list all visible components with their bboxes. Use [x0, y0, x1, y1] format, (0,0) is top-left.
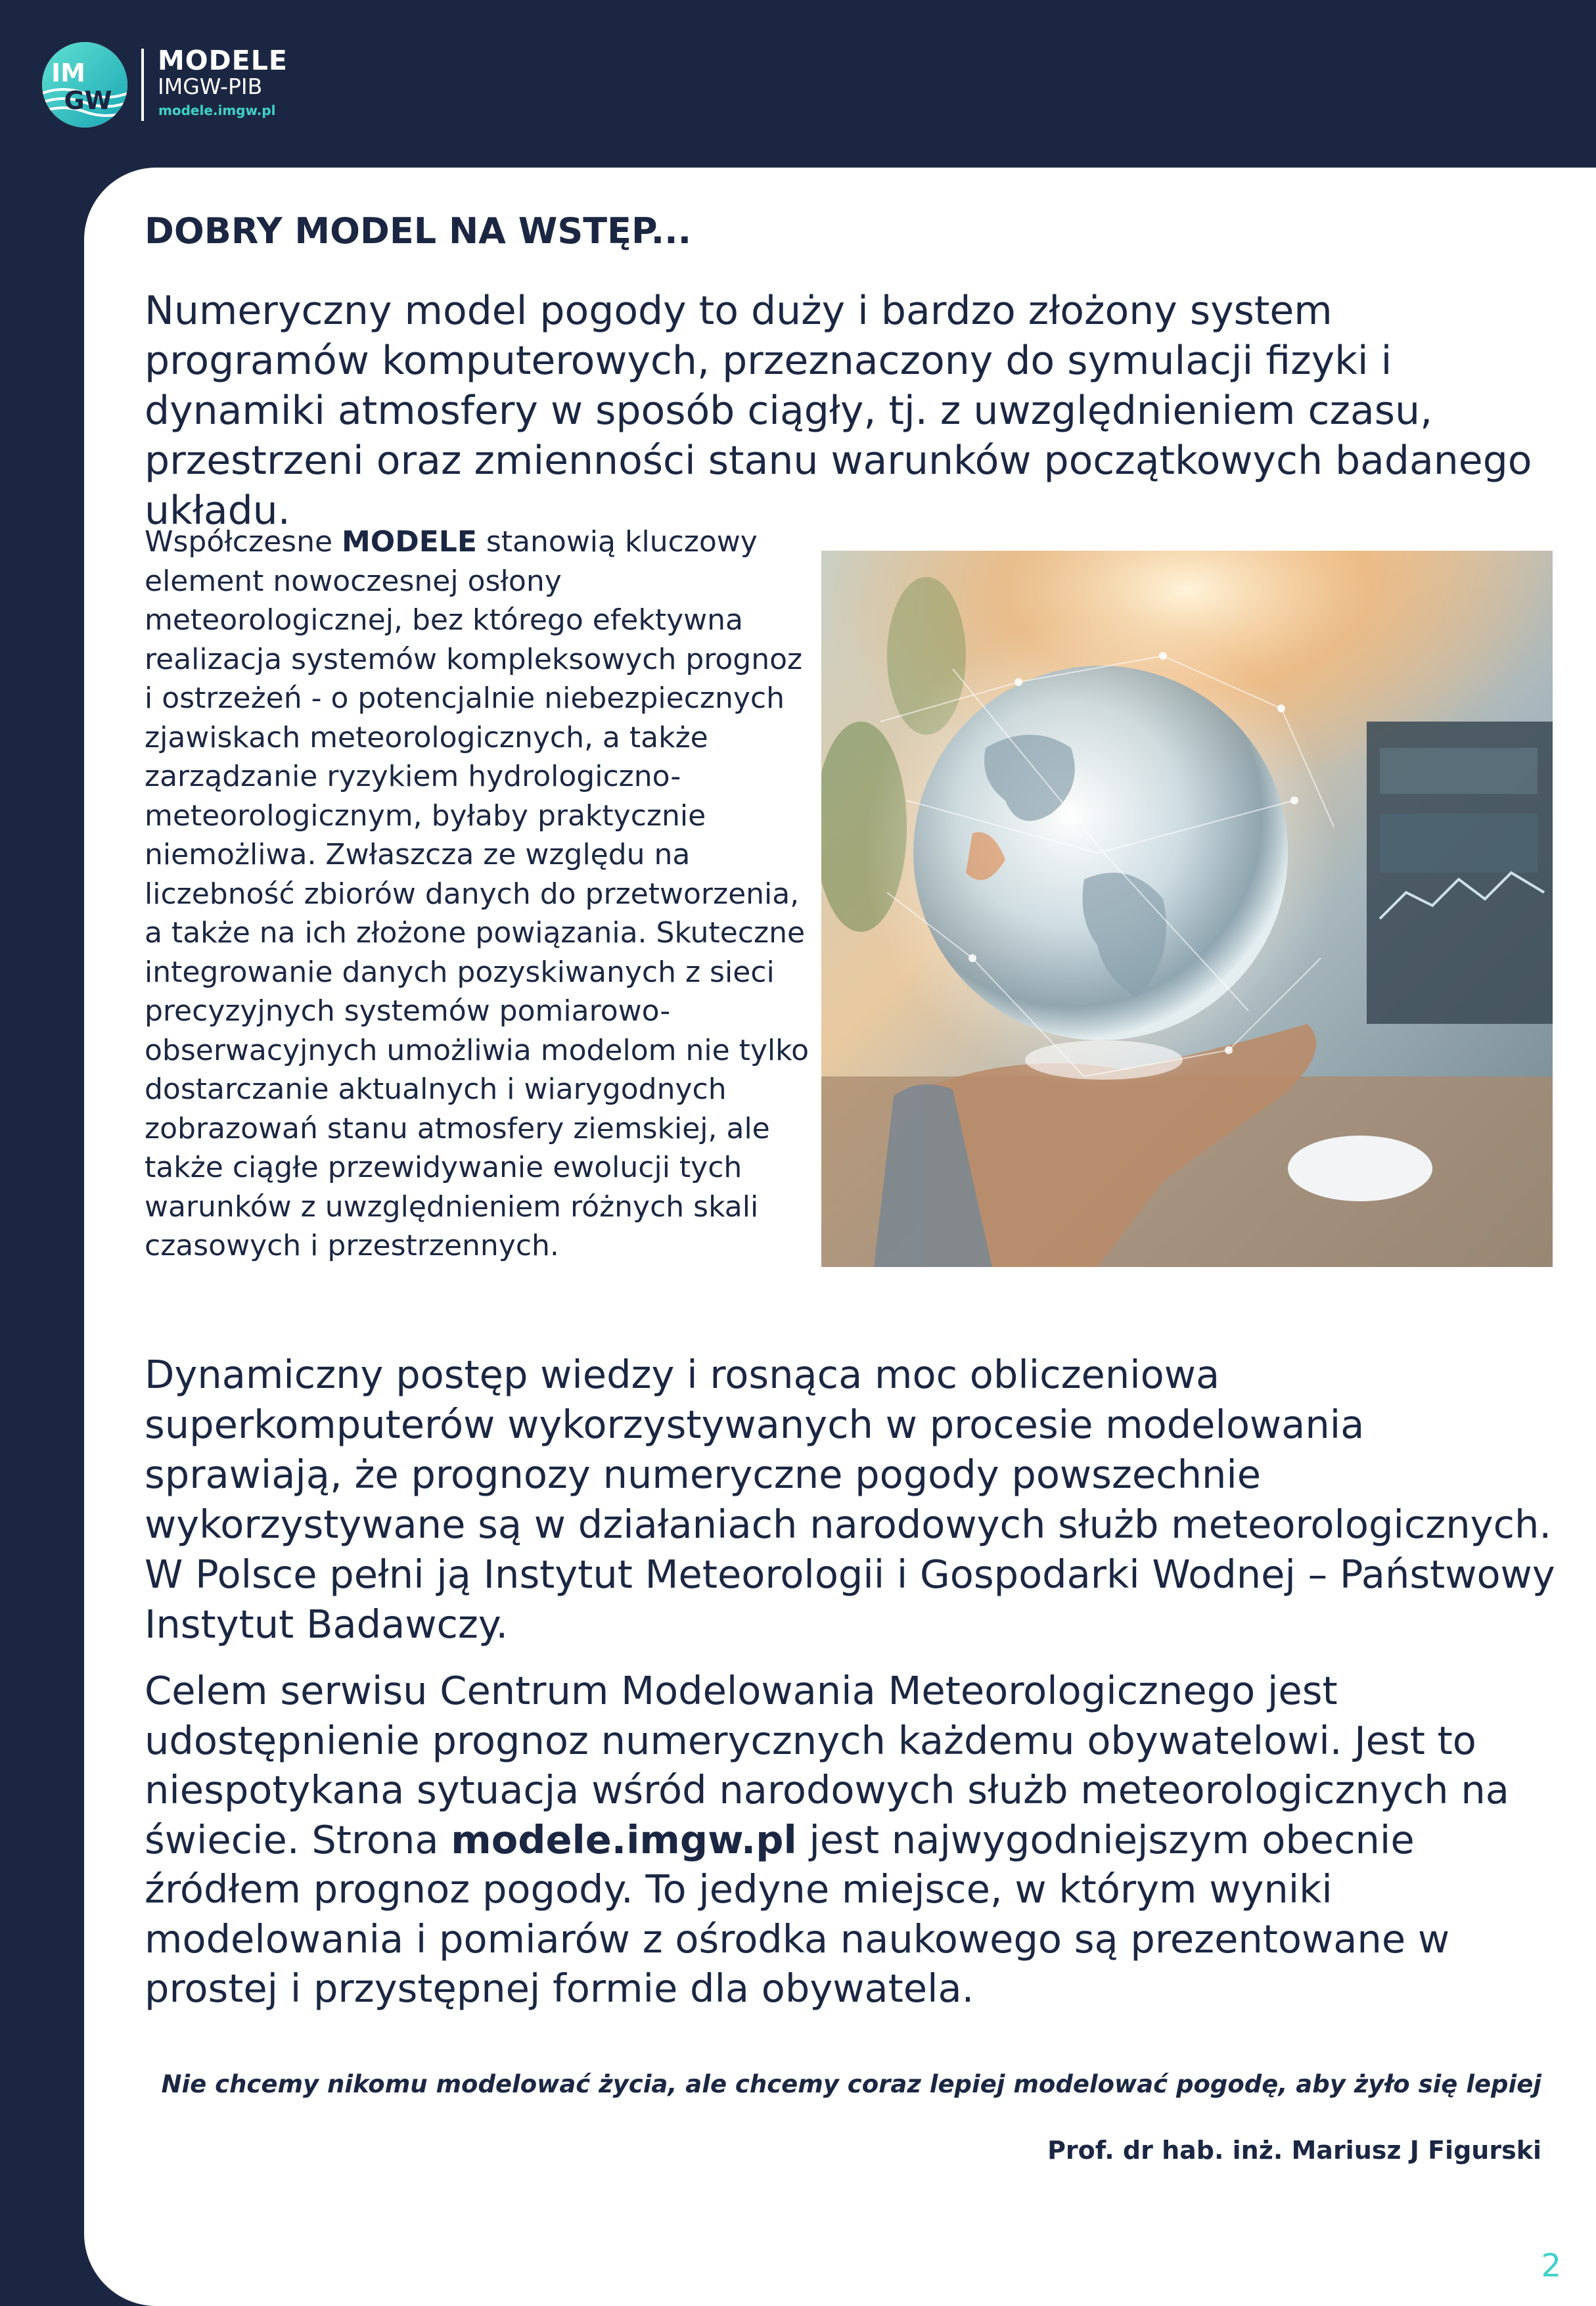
logo-text-bottom: GW: [64, 86, 112, 115]
side-paragraph-suffix: stanowią kluczowy element nowoczesnej osłony meteorologicznej, bez którego efektywna realizacja systemów kompleksowych prognoz i ostrzeżeń - o potencjalnie niebezpiecznych zjawiskach meteorologicznych, a także zarządzanie ryzykiem hydrologiczno-meteorologicznym, byłaby praktycznie niemożliwa. Zwłaszcza ze względu na liczebność zbiorów danych do przetworzenia, a także na ich złożone powiązania. Skuteczne integrowanie danych pozyskiwanych z sieci precyzyjnych systemów pomiarowo-obserwacyjnych umożliwia modelom nie tylko dostarczanie aktualnych i wiarygodnych zobrazowań stanu atmosfery ziemskiej, ale także ciągłe przewidywanie ewolucji tych warunków z uwzględnieniem różnych skali czasowych i przestrzennych.: [145, 525, 809, 1262]
globe-hand-photo: [821, 551, 1553, 1267]
site-url-link[interactable]: modele.imgw.pl: [451, 1816, 797, 1862]
page-header: [0, 0, 1596, 168]
side-paragraph-prefix: Współczesne: [145, 525, 342, 559]
section-title: DOBRY MODEL NA WSTĘP...: [145, 210, 692, 252]
paragraph-3-prefix: Celem serwisu Centrum Modelowania Meteorologicznego jest udostępnienie prognoz numerycznych każdemu obywatelowi. Jest to niespotykana sytuacja wśród narodowych służb meteorologicznych na świecie. Strona: [145, 1668, 1509, 1862]
side-paragraph-bold: MODELE: [342, 525, 477, 559]
paragraph-3-suffix: jest najwygodniejszym obecnie źródłem prognoz pogody. To jedyne miejsce, w którym wyniki modelowania i pomiarów z ośrodka naukowego są prezentowane w prostej i przystępnej formie dla obywatela.: [145, 1816, 1450, 2011]
page-number: 2: [1541, 2248, 1561, 2284]
brand-title: MODELE: [158, 45, 288, 76]
imgw-logo-icon: [42, 42, 127, 127]
imgw-logo: [42, 42, 127, 127]
side-paragraph: [145, 522, 815, 1266]
quote: Nie chcemy nikomu modelować życia, ale chcemy coraz lepiej modelować pogodę, aby żyło się lepiej: [161, 2070, 1541, 2098]
quote-author: Prof. dr hab. inż. Mariusz J Figurski: [1047, 2136, 1541, 2165]
brand-subtitle: IMGW-PIB: [158, 74, 263, 99]
paragraph-3: [145, 1666, 1557, 2014]
logo-text-top: IM: [51, 58, 85, 87]
logo-divider: [141, 49, 144, 121]
paragraph-2: Dynamiczny postęp wiedzy i rosnąca moc obliczeniowa superkomputerów wykorzystywanych w procesie modelowania sprawiają, że prognozy numeryczne pogody powszechnie wykorzystywane są w działaniach narodowych służb meteorologicznych. W Polsce pełni ją Instytut Meteorologii i Gospodarki Wodnej – Państwowy Instytut Badawczy.: [145, 1352, 1555, 1647]
globe-illustration: [821, 551, 1553, 1267]
intro-paragraph: Numeryczny model pogody to duży i bardzo złożony system programów komputerowych, przeznaczony do symulacji fizyki i dynamiki atmosfery w sposób ciągły, tj. z uwzględnieniem czasu, przestrzeni oraz zmienności stanu warunków początkowych badanego układu.: [145, 288, 1532, 534]
brand-url-link[interactable]: modele.imgw.pl: [158, 103, 276, 118]
